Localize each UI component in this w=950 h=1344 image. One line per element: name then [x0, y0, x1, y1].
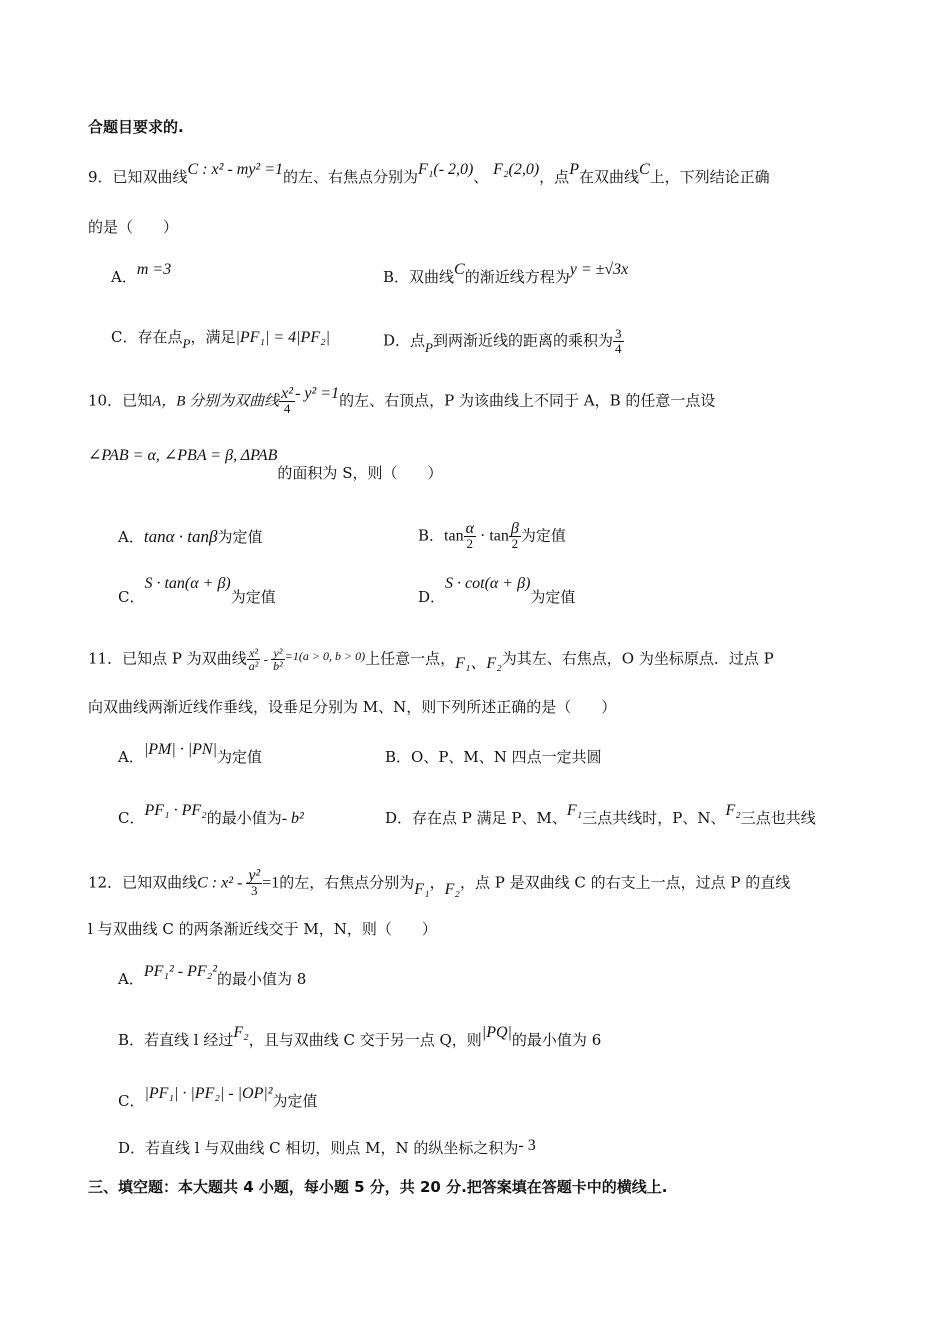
- q9-curve: C: [638, 161, 650, 178]
- q9-d-denominator: 4: [615, 341, 622, 356]
- q12-d-value: - 3: [518, 1137, 536, 1154]
- q11-a-math: |PM| · |PN|: [143, 741, 217, 758]
- q9-focus1: F₁(- 2,0): [418, 161, 474, 178]
- q11-minus: -: [260, 651, 272, 667]
- q12-number: 12．已知双曲线: [88, 873, 198, 892]
- q11-stem: [88, 647, 774, 672]
- q10-option-b[interactable]: [418, 522, 566, 551]
- q11-frac1-den: a²: [248, 659, 259, 673]
- q11-d-focus2: F₂: [725, 802, 741, 819]
- q12-text1: 的左，右焦点分别为: [279, 873, 415, 892]
- q11-foci: F₁、F₂: [455, 654, 502, 672]
- q9-a-label: A．: [111, 268, 137, 286]
- q11-c-math: PF₁ · PF₂: [144, 802, 207, 819]
- q12-a-math: PF₁² - PF₂²: [143, 963, 217, 980]
- q9-point: P: [569, 161, 579, 178]
- q11-frac1-num: x²: [247, 647, 261, 660]
- q9-text4: 上，下列结论正确: [649, 168, 770, 186]
- q12-equation-part2: =1: [262, 874, 280, 892]
- q9-stem-line2: 的是（ ）: [88, 218, 179, 236]
- q10-d-math: S · cot(α + β): [445, 575, 531, 592]
- q12-option-b[interactable]: [118, 1024, 602, 1051]
- q12-b-text3: 的最小值为 6: [511, 1031, 602, 1049]
- q10-a-math: tanα · tanβ: [143, 527, 218, 546]
- q11-c-label: C．: [118, 809, 145, 827]
- q11-d-text1: D．存在点 P 满足 P、M、: [385, 809, 567, 827]
- q10-frac-den: 4: [283, 401, 291, 416]
- q11-d-text2: 三点共线时，P、N、: [582, 809, 726, 827]
- q10-c-math: S · tan(α + β): [144, 575, 231, 592]
- q10-option-c[interactable]: [118, 575, 276, 608]
- q11-d-text3: 三点也共线: [740, 809, 816, 827]
- q12-option-a[interactable]: [118, 963, 307, 990]
- q9-d-point: P: [425, 339, 433, 355]
- q10-c-label: C．: [118, 588, 145, 606]
- q12-b-math: |PQ|: [481, 1024, 512, 1041]
- q11-option-a[interactable]: [118, 741, 262, 768]
- q12-a-text: 的最小值为 8: [216, 970, 307, 988]
- q10-eq-rest: - y² =1: [295, 384, 340, 402]
- q12-sep: ，: [429, 873, 445, 892]
- q12-stem-line2: l 与双曲线 C 的两条渐近线交于 M，N，则（ ）: [88, 920, 437, 938]
- q10-text1: A，B 分别为双曲线: [152, 393, 280, 410]
- q9-option-c[interactable]: [111, 327, 331, 351]
- q10-stem-line2: [88, 447, 443, 482]
- q9-focus2: F₂(2,0): [493, 161, 540, 178]
- intro-text: 合题目要求的.: [88, 118, 184, 136]
- q9-b-label: B．双曲线: [383, 268, 455, 286]
- q9-b-text: 的渐近线方程为: [464, 268, 570, 286]
- q10-a-text: 为定值: [217, 528, 263, 546]
- q11-text2: 为其左、右焦点，O 为坐标原点．过点 P: [501, 649, 774, 668]
- section3-heading: 三、填空题：本大题共 4 小题，每小题 5 分，共 20 分.把答案填在答题卡中的横线上.: [88, 1178, 668, 1196]
- q9-c-point: P: [182, 336, 191, 351]
- q9-d-label: D．点: [383, 331, 426, 350]
- q12-stem: [88, 869, 790, 898]
- q9-c-text: ，满足: [190, 328, 236, 346]
- q9-text3: 在双曲线: [578, 168, 639, 186]
- q9-a-math: m =3: [136, 261, 172, 278]
- q9-d-text: 到两渐近线的距离的乘积为: [432, 331, 613, 350]
- q11-text1: 上任意一点，: [365, 649, 456, 668]
- q11-c-text: 的最小值为: [206, 809, 282, 827]
- q9-equation: C : x² - my² =1: [187, 161, 284, 178]
- q10-b-frac1: [464, 522, 476, 551]
- q10-stem: [88, 384, 716, 416]
- q10-option-a[interactable]: [118, 527, 262, 547]
- q9-option-b[interactable]: [383, 261, 629, 288]
- q10-b-text: 为定值: [520, 526, 566, 545]
- q12-equation-part1: C : x² -: [197, 874, 247, 892]
- q9-stem: [88, 161, 770, 188]
- q12-c-math: |PF₁| · |PF₂| - |OP|²: [144, 1085, 273, 1102]
- q10-text2: 的左、右顶点，P 为该曲线上不同于 A，B 的任意一点设: [339, 391, 716, 410]
- q11-frac2-den: b²: [273, 659, 283, 673]
- q9-d-fraction: [613, 327, 624, 356]
- q10-d-text: 为定值: [530, 588, 576, 606]
- q11-option-d[interactable]: [385, 802, 816, 829]
- q10-text3: 的面积为 S，则（ ）: [277, 464, 443, 482]
- q11-a-label: A．: [118, 748, 144, 766]
- q11-frac2-num: y²: [271, 647, 285, 660]
- q10-c-text: 为定值: [230, 588, 276, 606]
- q10-b-tan2: · tan: [475, 527, 509, 545]
- q12-c-label: C．: [118, 1092, 145, 1110]
- q9-option-a[interactable]: [111, 261, 172, 288]
- q12-b-text2: ，且与双曲线 C 交于另一点 Q，则: [248, 1031, 482, 1049]
- q12-text2: ，点 P 是双曲线 C 的右支上一点，过点 P 的直线: [459, 873, 791, 892]
- q9-b-math: y = ±√3x: [569, 261, 629, 278]
- q12-b-focus2: F₂: [233, 1024, 249, 1041]
- q9-c-math: |PF₁| = 4|PF₂|: [235, 329, 331, 346]
- q9-d-numerator: 3: [615, 326, 622, 341]
- q10-number: 10．已知: [88, 391, 153, 410]
- q10-angle-math: ∠PAB = α, ∠PBA = β, ΔPAB: [88, 447, 278, 464]
- q10-option-d[interactable]: [418, 575, 576, 608]
- q12-d-text: D．若直线 l 与双曲线 C 相切，则点 M，N 的纵坐标之积为: [118, 1139, 519, 1157]
- q10-d-label: D．: [418, 588, 446, 606]
- q10-b-frac2: [509, 522, 521, 551]
- q11-c-value: - b²: [281, 810, 304, 827]
- q12-c-text: 为定值: [272, 1092, 318, 1110]
- q10-b-label: B．: [418, 526, 445, 545]
- q9-number: 9．已知双曲线: [88, 168, 188, 186]
- q12-a-label: A．: [118, 970, 144, 988]
- q10-b-frac2-num: β: [510, 520, 519, 537]
- q12-focus2: F₂: [444, 880, 460, 898]
- q12-fraction: [246, 869, 262, 898]
- q10-b-frac1-num: α: [465, 520, 474, 537]
- q12-option-d[interactable]: [118, 1138, 536, 1159]
- q11-d-focus1: F₁: [566, 802, 583, 819]
- q11-stem-line2: 向双曲线两渐近线作垂线，设垂足分别为 M、N，则下列所述正确的是（ ）: [88, 698, 617, 716]
- q12-b-text1: B．若直线 l 经过: [118, 1031, 234, 1049]
- q12-frac-den: 3: [251, 883, 258, 898]
- q10-a-label: A．: [118, 528, 144, 546]
- q11-number: 11．已知点 P 为双曲线: [88, 649, 247, 668]
- q9-option-d[interactable]: [383, 327, 624, 356]
- q12-frac-num: y²: [248, 867, 261, 884]
- q11-a-text: 为定值: [216, 748, 262, 766]
- q9-text2: ，点: [539, 168, 570, 186]
- q10-b-frac2-den: 2: [511, 536, 519, 551]
- q11-frac1: [247, 647, 261, 672]
- q12-focus1: F₁: [414, 880, 430, 898]
- q10-b-frac1-den: 2: [466, 536, 474, 551]
- q11-condition: =1(a > 0, b > 0): [284, 648, 366, 663]
- q11-option-b[interactable]: B．O、P、M、N 四点一定共圆: [385, 748, 602, 766]
- q9-text1: 的左、右焦点分别为: [283, 168, 419, 186]
- q9-c-label: C．存在点: [111, 328, 183, 346]
- q11-frac2: [271, 647, 285, 672]
- q11-option-c[interactable]: [118, 802, 304, 829]
- q12-option-c[interactable]: [118, 1085, 318, 1112]
- q9-sep: 、: [473, 168, 489, 186]
- q9-b-curve: C: [454, 261, 465, 278]
- q10-fraction: [279, 387, 295, 416]
- q10-b-tan1: tan: [444, 527, 464, 545]
- q10-frac-num: x²: [281, 385, 294, 402]
